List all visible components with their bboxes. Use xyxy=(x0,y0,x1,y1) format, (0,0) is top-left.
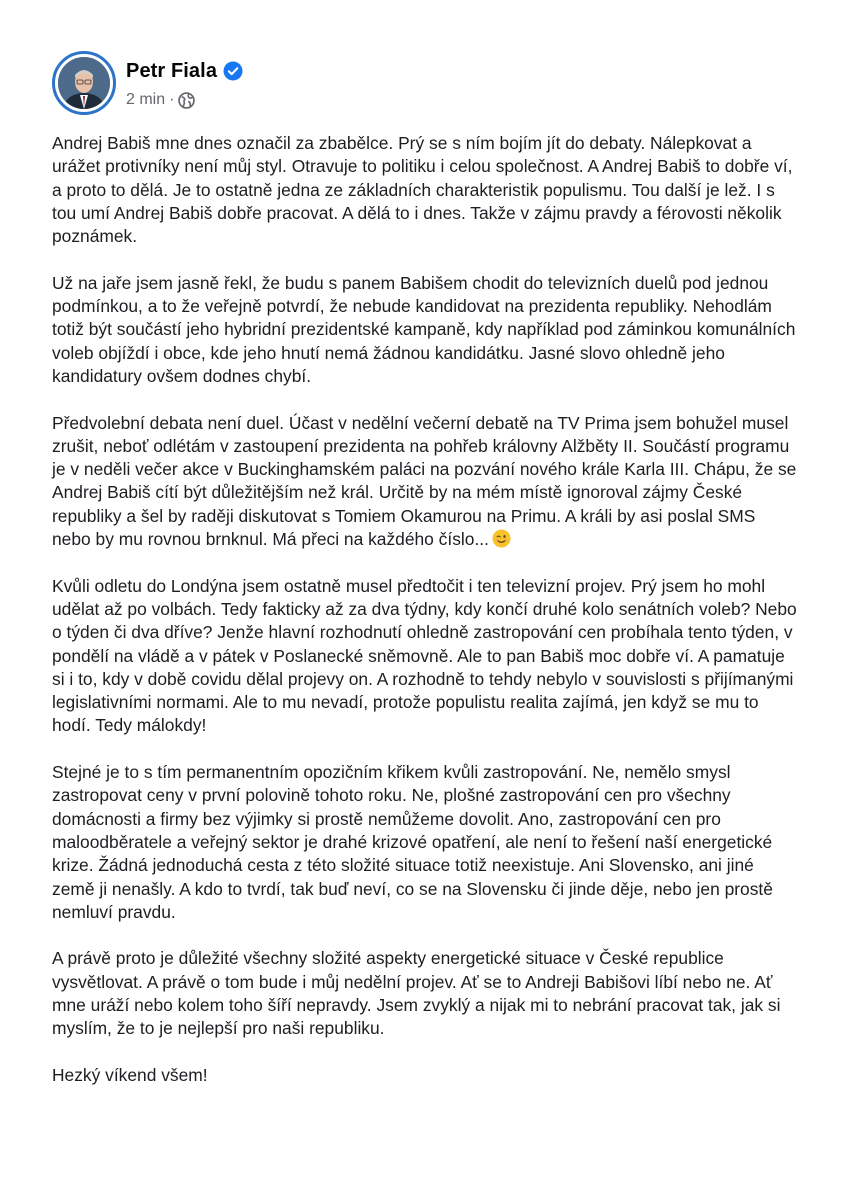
winking-face-emoji xyxy=(492,529,511,548)
post-paragraph: A právě proto je důležité všechny složité aspekty energetické situace v České republice vysvětlovat. A právě o tom bude i můj nedělní projev. Ať se to Andreji Babišovi líbí nebo ne. Ať mne uráží nebo kolem toho šíří nepravdy. Jsem zvyklý a nijak mi to nebrání pracovat tak, jak si myslím, že to je nejlepší pro naši republiku. xyxy=(52,948,781,1039)
post-timestamp[interactable]: 2 min xyxy=(126,91,166,108)
author-name[interactable]: Petr Fiala xyxy=(126,59,218,82)
post-header xyxy=(52,50,243,116)
post-subtitle xyxy=(126,91,243,109)
post-paragraph xyxy=(52,412,798,552)
globe-icon[interactable] xyxy=(178,92,195,109)
post-meta xyxy=(126,57,243,109)
post-body xyxy=(52,132,798,1110)
avatar-photo xyxy=(58,57,110,109)
author-avatar[interactable] xyxy=(52,51,116,115)
post-paragraph: Už na jaře jsem jasně řekl, že budu s panem Babišem chodit do televizních duelů pod jednou podmínkou, a to že veřejně potvrdí, že nebude kandidovat na prezidenta republiky. Nehodlám totiž být součástí jeho hybridní prezidentské kampaně, kdy například pod záminkou komunálních voleb objíždí i obce, kde jeho hnutí nemá žádnou kandidátku. Jasné slovo ohledně jeho kandidatury ovšem dodnes chybí. xyxy=(52,272,796,386)
meta-separator: · xyxy=(169,91,175,108)
post-paragraph: Andrej Babiš mne dnes označil za zbabělce. Prý se s ním bojím jít do debaty. Nálepkovat a urážet protivníky není můj styl. Otravuje to politiku i celou společnost. A Andrej Babiš to dobře ví, a proto to dělá. Je to ostatně jedna ze základních charakteristik populismu. Tou další je lež. I s tou umí Andrej Babiš dobře pracovat. A dělá to i dnes. Takže v zájmu pravdy a férovosti několik poznámek. xyxy=(52,133,793,247)
post-paragraph-text: Předvolební debata není duel. Účast v nedělní večerní debatě na TV Prima jsem bohužel musel zrušit, neboť odlétám v zastoupení prezidenta na pohřeb královny Alžběty II. Součástí programu je v neděli večer akce v Buckinghamském paláci na pozvání nového krále Karla III. Chápu, že se Andrej Babiš cítí být důležitějším než král. Určitě by na mém místě ignoroval zájmy České republiky a šel by raději diskutovat s Tomiem Okamurou na Primu. A králi by asi poslal SMS nebo by mu rovnou brnknul. Má přeci na každého číslo... xyxy=(52,412,797,550)
post-paragraph: Stejné je to s tím permanentním opozičním křikem kvůli zastropování. Ne, nemělo smysl zastropovat ceny v první polovině tohoto roku. Ne, plošné zastropování cen pro všechny domácnosti a firmy bez výjimky si prostě nemůžeme dovolit. Ano, zastropování cen pro maloodběratele a veřejný sektor je drahé krizové opatření, ale není to řešení naší energetické krize. Žádná jednoduchá cesta z této složité situace totiž neexistuje. Ani Slovensko, ani jiné země ji nenašly. A kdo to tvrdí, tak buď neví, co se na Slovensku či jinde děje, nebo jen prostě nemluví pravdu. xyxy=(52,762,773,922)
verified-badge-icon xyxy=(223,61,243,81)
author-row xyxy=(126,57,243,85)
post-paragraph: Hezký víkend všem! xyxy=(52,1064,208,1085)
post-paragraph: Kvůli odletu do Londýna jsem ostatně musel předtočit i ten televizní projev. Prý jsem ho mohl udělat až po volbách. Tedy fakticky až za dva týdny, kdy končí druhé kolo senátních voleb? Nebo o týden či dva dříve? Jenže hlavní rozhodnutí ohledně zastropování cen probíhala tento týden, v pondělí na vládě a v pátek v Poslanecké sněmovně. Ale to pan Babiš moc dobře ví. A pamatuje si i to, kdy v době covidu dělal projevy on. A rozhodně to tehdy nebylo v souvislosti s přijímanými legislativními normami. Ale to mu nevadí, protože populistu realita zajímá, jen když se mu to hodí. Tedy málokdy! xyxy=(52,575,797,736)
